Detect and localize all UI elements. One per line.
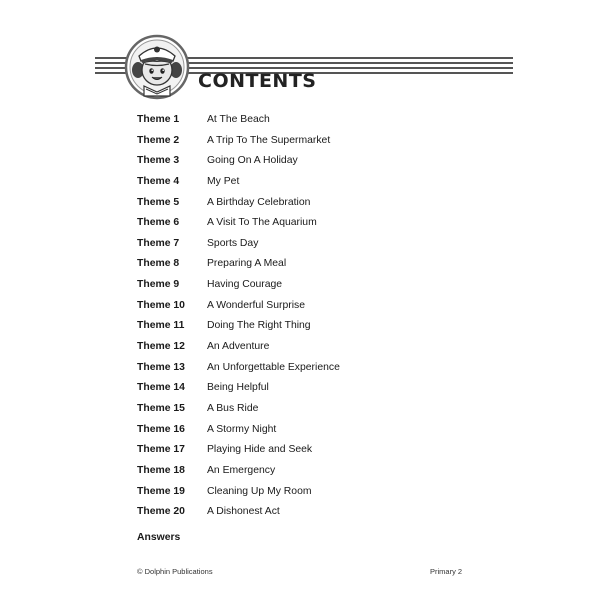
theme-title: Preparing A Meal <box>207 258 287 270</box>
theme-number: Theme 1 <box>137 114 180 125</box>
toc-row <box>137 442 467 463</box>
page-title: CONTENTS <box>198 70 317 92</box>
toc-row <box>137 504 467 525</box>
theme-number: Theme 13 <box>137 361 185 373</box>
theme-number: Theme 5 <box>137 196 180 208</box>
theme-title: Going On A Holiday <box>207 155 298 167</box>
toc-row <box>137 380 467 401</box>
theme-number: Theme 14 <box>137 382 185 394</box>
toc-row <box>137 339 467 360</box>
theme-number: Theme 20 <box>137 506 185 518</box>
toc-row <box>137 112 467 133</box>
toc-row <box>137 484 467 505</box>
theme-number: Theme 3 <box>137 155 180 167</box>
theme-title: An Unforgettable Experience <box>207 361 340 373</box>
theme-number: Theme 19 <box>137 485 185 497</box>
theme-number: Theme 4 <box>137 175 180 187</box>
theme-title: Being Helpful <box>207 382 269 394</box>
theme-title: An Adventure <box>207 341 270 353</box>
toc-row <box>137 215 467 236</box>
toc-row <box>137 277 467 298</box>
toc-row <box>137 463 467 484</box>
theme-title: An Emergency <box>207 464 276 476</box>
toc-row <box>137 401 467 422</box>
theme-title: My Pet <box>207 175 240 187</box>
toc-row <box>137 195 467 216</box>
theme-number: Theme 8 <box>137 258 180 270</box>
theme-number: Theme 2 <box>137 134 180 146</box>
theme-title: Playing Hide and Seek <box>207 444 313 456</box>
theme-number: Theme 15 <box>137 402 185 414</box>
toc-row <box>137 153 467 174</box>
toc-row <box>137 422 467 443</box>
theme-number: Theme 18 <box>137 464 185 476</box>
toc-row <box>137 360 467 381</box>
theme-number: Theme 9 <box>137 279 180 291</box>
table-of-contents <box>137 112 467 525</box>
theme-title: A Trip To The Supermarket <box>207 134 331 146</box>
toc-row <box>137 318 467 339</box>
theme-title: A Stormy Night <box>207 423 277 435</box>
theme-number: Theme 11 <box>137 320 185 332</box>
theme-number: Theme 16 <box>137 423 185 435</box>
theme-title: Cleaning Up My Room <box>207 485 312 497</box>
sailor-child-icon <box>124 34 190 100</box>
answers-label: Answers <box>137 532 181 543</box>
theme-title: A Bus Ride <box>207 402 259 414</box>
theme-number: Theme 17 <box>137 444 185 456</box>
theme-number: Theme 12 <box>137 341 185 353</box>
theme-number: Theme 10 <box>137 299 185 311</box>
theme-title: A Visit To The Aquarium <box>207 217 317 229</box>
toc-row <box>137 174 467 195</box>
toc-row <box>137 236 467 257</box>
theme-number: Theme 7 <box>137 237 180 249</box>
toc-row <box>137 256 467 277</box>
theme-title: A Birthday Celebration <box>207 196 311 208</box>
theme-title: At The Beach <box>207 114 270 125</box>
toc-row <box>137 298 467 319</box>
theme-title: A Wonderful Surprise <box>207 299 305 311</box>
footer-level: Primary 2 <box>430 567 463 576</box>
theme-title: A Dishonest Act <box>207 506 280 518</box>
footer-publisher: © Dolphin Publications <box>137 567 213 576</box>
toc-row <box>137 133 467 154</box>
theme-title: Doing The Right Thing <box>207 320 311 332</box>
theme-title: Having Courage <box>207 279 283 291</box>
theme-number: Theme 6 <box>137 217 180 229</box>
theme-title: Sports Day <box>207 237 259 249</box>
